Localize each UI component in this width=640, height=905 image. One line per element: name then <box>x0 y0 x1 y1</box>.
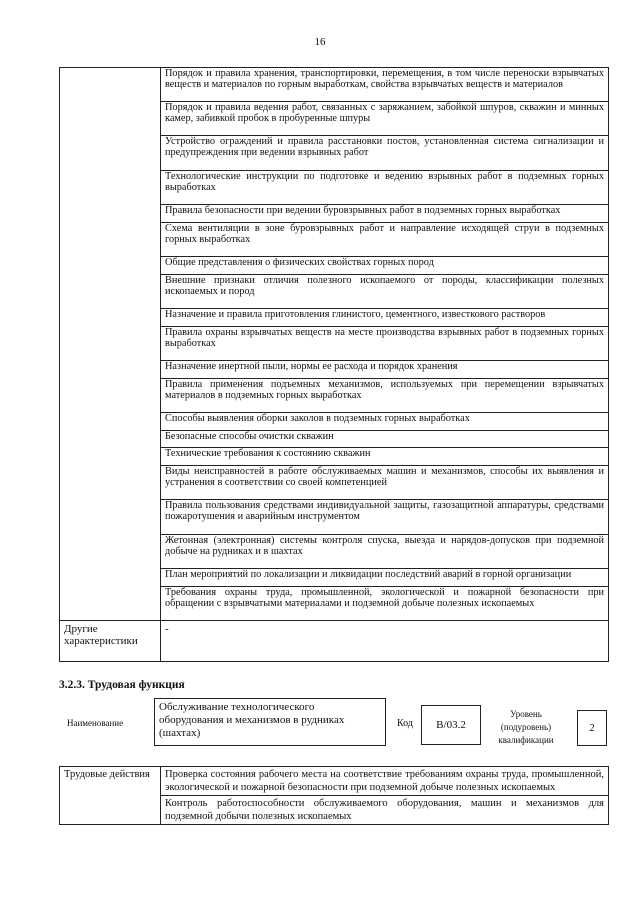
requirement-item: Правила применения подъемных механизмов, используемых при перемещении взрывчатых материалов в подземных горных выработках <box>161 378 609 412</box>
qualification-level-label: Уровень (подуровень) квалификации <box>498 709 554 745</box>
labor-function-header <box>59 698 609 748</box>
requirement-item: Правила безопасности при ведении буровзрывных работ в подземных горных выработках <box>161 204 609 222</box>
requirement-item: Безопасные способы очистки скважин <box>161 430 609 448</box>
labor-actions-label: Трудовые действия <box>60 767 161 825</box>
requirement-item: Порядок и правила ведения работ, связанных с заряжанием, забойкой шпуров, скважин и минных камер, забивкой пробок в пробуренные шпуры <box>161 102 609 136</box>
qualification-level-box: 2 <box>577 710 607 746</box>
requirement-item: Правила пользования средствами индивидуальной защиты, газозащитной аппаратуры, средствами пожаротушения и аварийным инструментом <box>161 500 609 534</box>
table-row <box>60 767 609 796</box>
labor-actions-table <box>59 766 609 825</box>
knowledge-table <box>59 67 609 662</box>
code-box: B/03.2 <box>421 705 481 745</box>
requirement-item: Виды неисправностей в работе обслуживаемых машин и механизмов, способы их выявления и устранения в соответствии со своей компетенцией <box>161 466 609 500</box>
requirement-item: Технологические инструкции по подготовке и ведению взрывных работ в подземных горных выработках <box>161 170 609 204</box>
name-label: Наименование <box>67 718 124 728</box>
requirement-item: Назначение инертной пыли, нормы ее расхода и порядок хранения <box>161 360 609 378</box>
other-characteristics-label: Другие характеристики <box>60 621 161 662</box>
requirement-item: Способы выявления оборки заколов в подземных горных выработках <box>161 412 609 430</box>
requirement-item: Устройство ограждений и правила расстановки постов, установленная система сигнализации и предупреждения при ведении взрывных работ <box>161 136 609 170</box>
labor-action-item: Контроль работоспособности обслуживаемого оборудования, машин и механизмов для подземной добычи полезных ископаемых <box>161 796 609 825</box>
requirement-item: Жетонная (электронная) системы контроля спуска, выезда и нарядов-допусков при подземной добыче на рудниках и в шахтах <box>161 534 609 568</box>
requirement-item: Общие представления о физических свойствах горных пород <box>161 256 609 274</box>
requirement-item: Назначение и правила приготовления глинистого, цементного, известкового растворов <box>161 308 609 326</box>
page-number: 16 <box>314 36 326 48</box>
other-characteristics-value: - <box>161 621 609 662</box>
empty-label-cell <box>60 68 161 621</box>
requirement-item: Правила охраны взрывчатых веществ на месте производства взрывных работ в подземных горных выработках <box>161 326 609 360</box>
requirement-item: Внешние признаки отличия полезного ископаемого от породы, классификации полезных ископаемых и пород <box>161 274 609 308</box>
requirement-item: Схема вентиляции в зоне буровзрывных работ и направление исходящей струи в подземных горных выработках <box>161 222 609 256</box>
requirement-item: Технические требования к состоянию скважин <box>161 448 609 466</box>
requirement-item: Требования охраны труда, промышленной, экологической и пожарной безопасности при обращении с взрывчатыми материалами и подземной добыче полезных ископаемых <box>161 586 609 620</box>
code-label: Код <box>397 718 413 729</box>
requirement-item: План мероприятий по локализации и ликвидации последствий аварий в горной организации <box>161 568 609 586</box>
function-name-box: Обслуживание технологического оборудования и механизмов в рудниках (шахтах) <box>154 698 386 746</box>
labor-action-item: Проверка состояния рабочего места на соответствие требованиям охраны труда, промышленной, экологической и пожарной безопасности при подземной добыче полезных ископаемых <box>161 767 609 796</box>
table-row <box>60 68 609 102</box>
section-title: 3.2.3. Трудовая функция <box>59 679 185 691</box>
requirement-item: Порядок и правила хранения, транспортировки, перемещения, в том числе переноски взрывчатых веществ и материалов по горным выработкам, свойства взрывчатых веществ и материалов <box>161 68 609 102</box>
table-row <box>60 621 609 662</box>
